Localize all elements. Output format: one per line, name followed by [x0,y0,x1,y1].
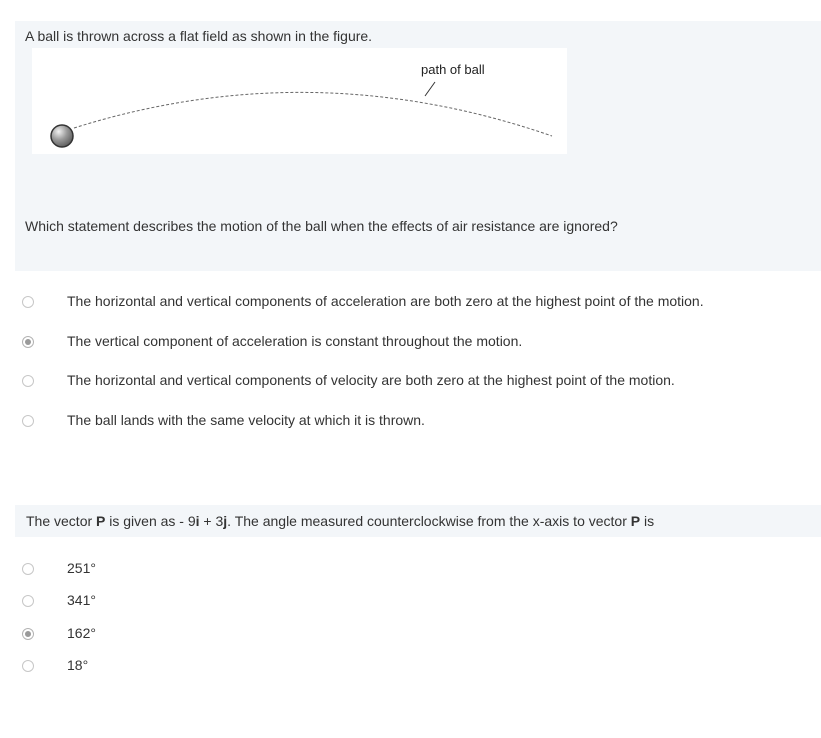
option-label[interactable]: 18° [67,657,89,673]
option-label[interactable]: 251° [67,560,96,576]
question-1-panel [15,21,821,271]
path-of-ball-label: path of ball [421,62,485,77]
text-part: is [640,513,655,529]
option-label[interactable]: The ball lands with the same velocity at which it is thrown. [67,412,425,428]
option-label[interactable]: The horizontal and vertical components of velocity are both zero at the highest point of the motion. [67,372,675,388]
trajectory-diagram [32,48,567,154]
option-label[interactable]: The vertical component of acceleration is constant throughout the motion. [67,333,523,349]
q2-option-a[interactable] [22,560,802,580]
label-pointer-line [425,82,435,96]
ball-path-curve [74,92,552,136]
question-2-panel [15,505,821,537]
option-label[interactable]: 341° [67,592,96,608]
radio-button-selected[interactable] [22,336,34,348]
unit-vector-j: j [223,513,228,529]
q1-option-b[interactable] [22,333,802,353]
unit-vector-i: i [195,513,200,529]
radio-button[interactable] [22,595,34,607]
vector-symbol: P [630,513,641,529]
q2-option-b[interactable] [22,592,802,612]
text-part: The vector [26,513,97,529]
q1-option-d[interactable] [22,412,802,432]
option-label[interactable]: 162° [67,625,96,641]
q2-option-c[interactable] [22,625,802,645]
ball-path-figure [32,48,567,154]
radio-button[interactable] [22,660,34,672]
radio-button-selected[interactable] [22,628,34,640]
text-part: . The angle measured counterclockwise from the x-axis to vector [227,513,631,529]
q1-option-c[interactable] [22,372,802,392]
question-1-prompt: Which statement describes the motion of the ball when the effects of air resistance are ignored? [25,218,618,234]
ball-icon [51,125,73,147]
q1-option-a[interactable] [22,293,802,313]
radio-button[interactable] [22,563,34,575]
question-2-prompt [26,513,654,529]
text-part: is given as - 9 [105,513,196,529]
radio-button[interactable] [22,375,34,387]
question-1-intro: A ball is thrown across a flat field as shown in the figure. [25,28,373,44]
radio-button[interactable] [22,296,34,308]
text-part: + 3 [199,513,224,529]
q2-option-d[interactable] [22,657,802,677]
radio-button[interactable] [22,415,34,427]
option-label[interactable]: The horizontal and vertical components of acceleration are both zero at the highest point of the motion. [67,293,704,309]
vector-symbol: P [96,513,106,529]
